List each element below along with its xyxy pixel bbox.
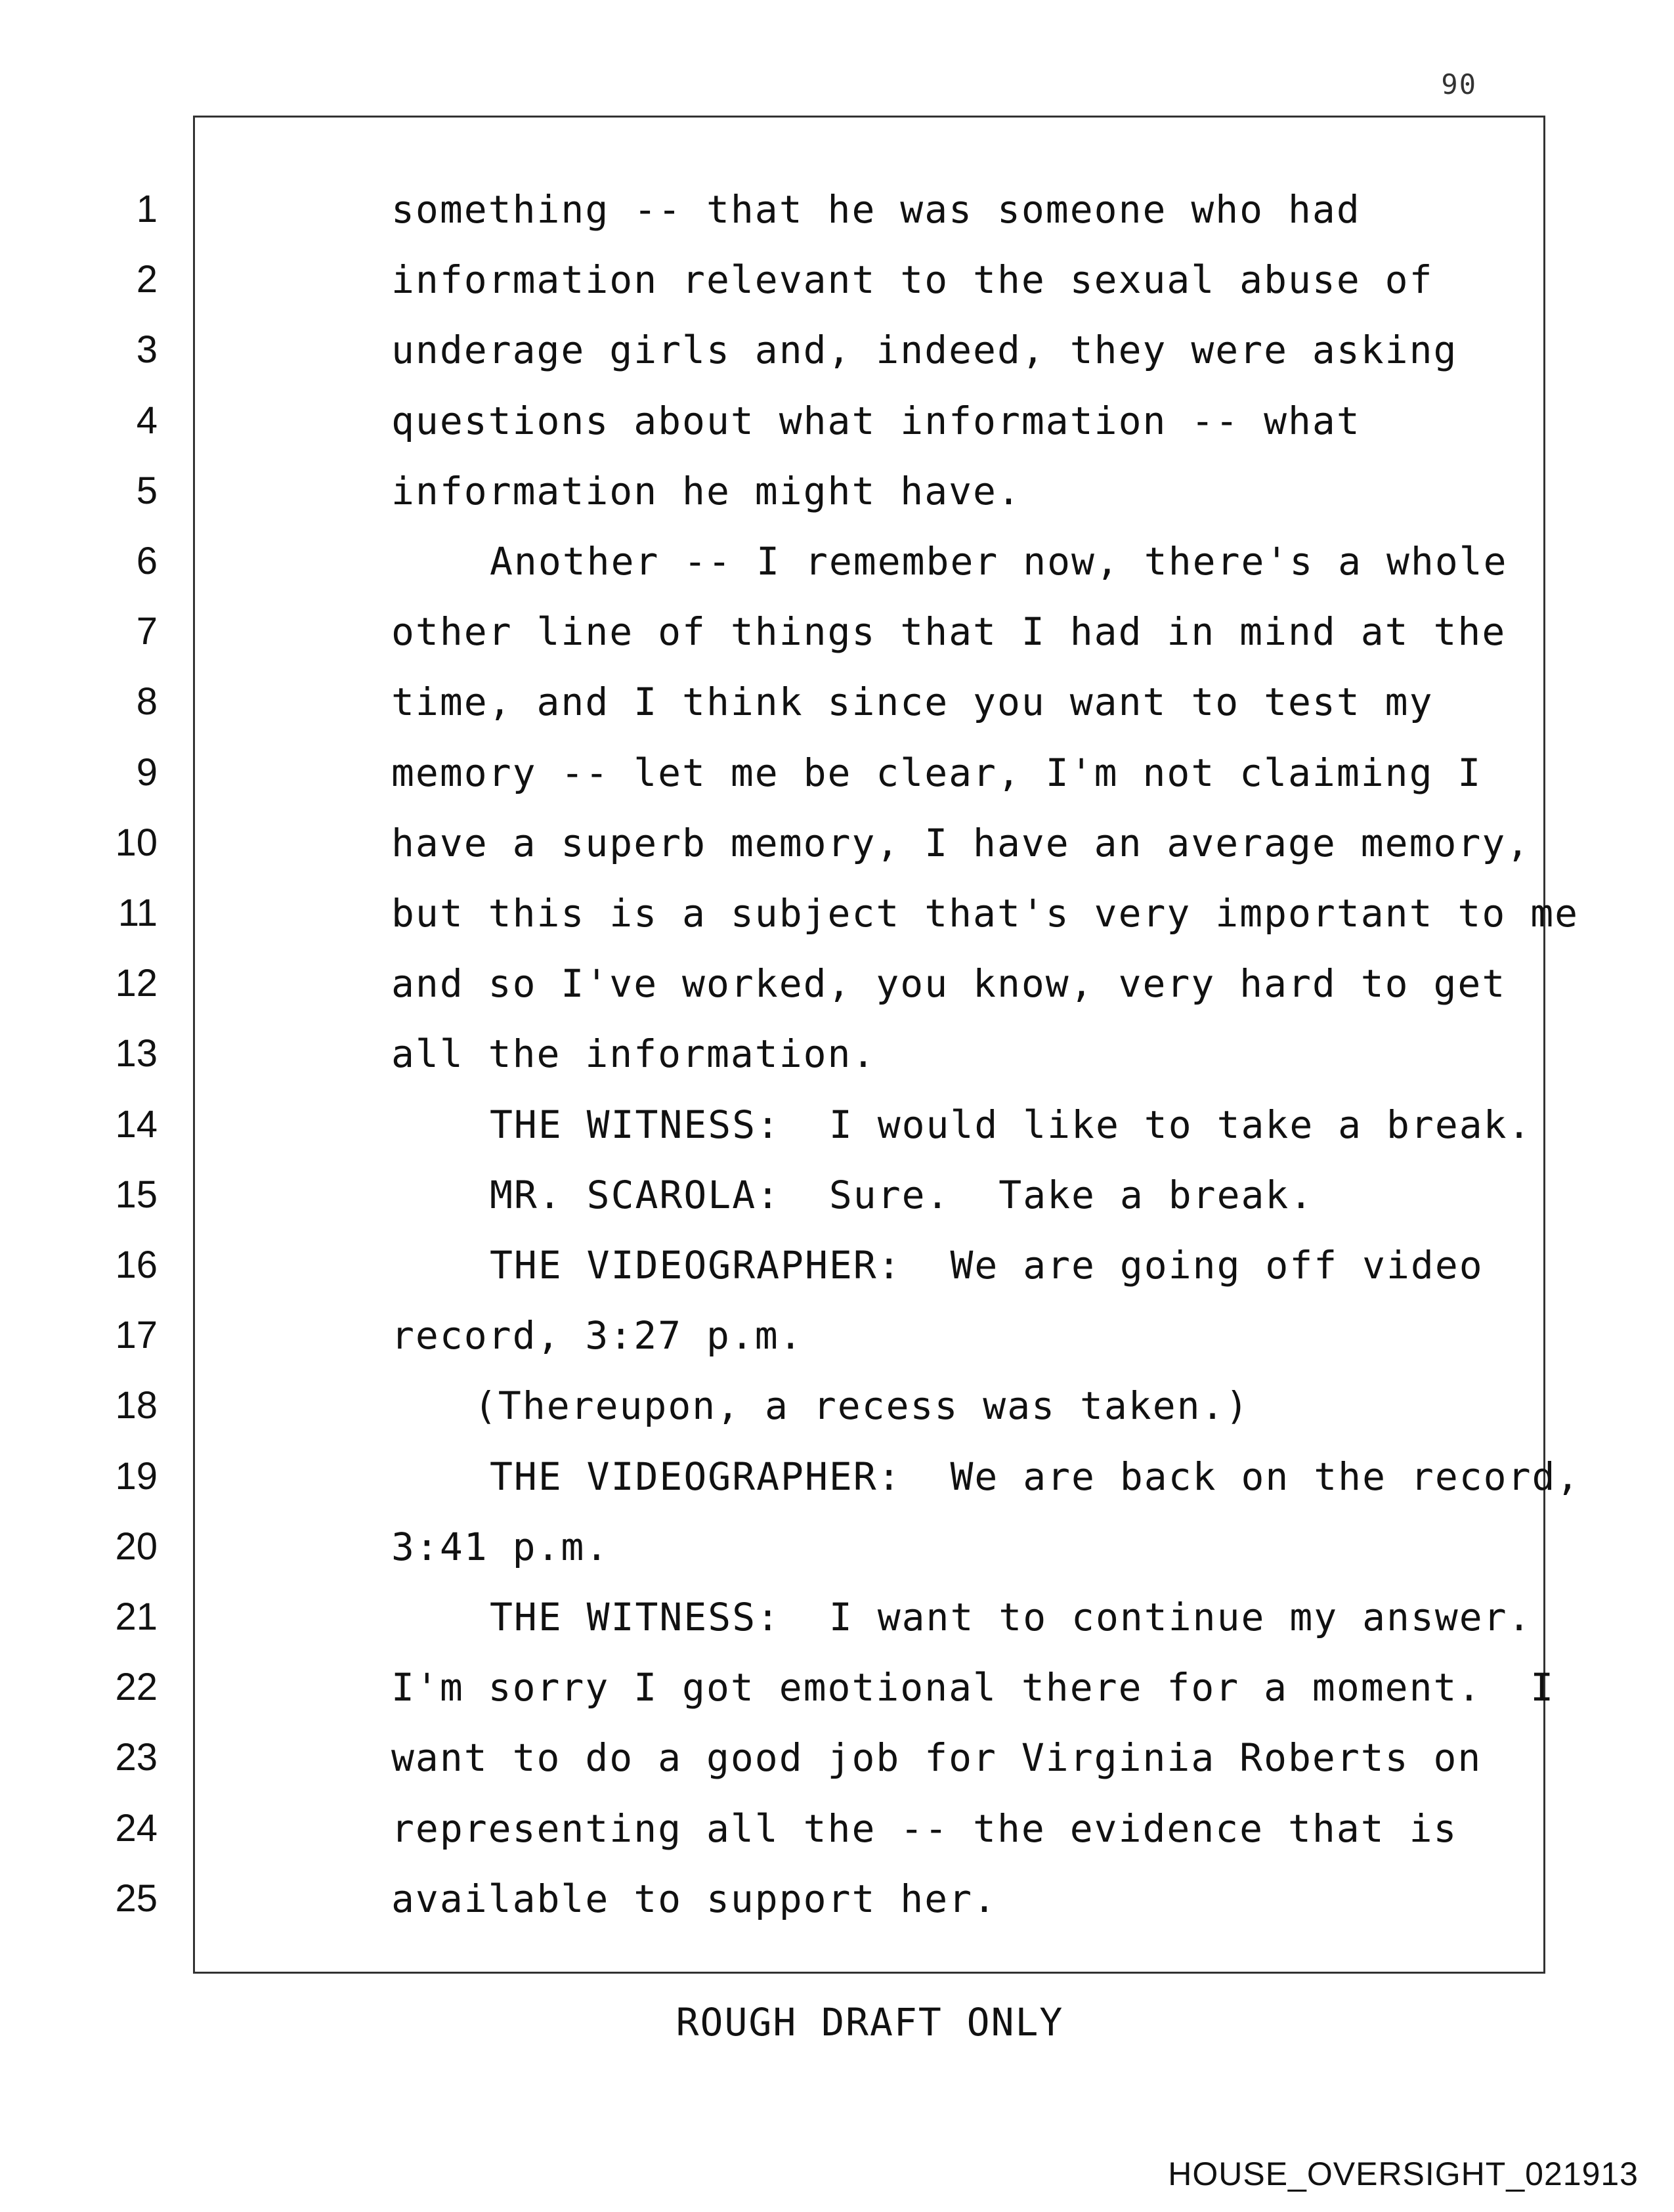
transcript-line: want to do a good job for Virginia Roberts on: [391, 1735, 1482, 1781]
transcript-line: THE WITNESS: I want to continue my answer.: [490, 1595, 1532, 1639]
transcript-line: other line of things that I had in mind at the: [391, 609, 1507, 655]
bates-number: HOUSE_OVERSIGHT_021913: [1168, 2156, 1639, 2192]
line-number: 24: [115, 1806, 158, 1850]
line-number: 5: [136, 469, 158, 512]
transcript-line: information relevant to the sexual abuse of: [391, 257, 1434, 303]
transcript-line: available to support her.: [391, 1876, 997, 1921]
transcript-line: underage girls and, indeed, they were asking: [391, 328, 1458, 373]
line-number: 22: [115, 1666, 158, 1709]
transcript-line: Another -- I remember now, there's a whole: [490, 539, 1508, 584]
transcript-line: I'm sorry I got emotional there for a moment. I: [391, 1665, 1555, 1710]
transcript-line: MR. SCAROLA: Sure. Take a break.: [490, 1172, 1314, 1217]
transcript-line: memory -- let me be clear, I'm not claiming I: [391, 750, 1482, 795]
line-number: 2: [136, 258, 158, 301]
line-number: 9: [136, 750, 158, 794]
line-number: 4: [136, 399, 158, 442]
transcript-line: record, 3:27 p.m.: [391, 1313, 804, 1358]
transcript-line: all the information.: [391, 1031, 876, 1077]
line-number: 8: [136, 680, 158, 724]
line-number: 11: [118, 892, 158, 934]
transcript-line: 3:41 p.m.: [391, 1524, 610, 1569]
line-number: 25: [115, 1876, 158, 1920]
line-number: 19: [115, 1454, 158, 1498]
transcript-line: and so I've worked, you know, very hard to get: [391, 961, 1507, 1007]
transcript-line: representing all the -- the evidence that is: [391, 1806, 1458, 1851]
line-number: 18: [115, 1384, 158, 1427]
line-number: 7: [136, 610, 158, 653]
line-number: 20: [115, 1525, 158, 1568]
transcript-line: time, and I think since you want to test my: [391, 680, 1434, 725]
transcript-line: questions about what information -- what: [391, 398, 1361, 443]
transcript-line: information he might have.: [391, 468, 1021, 513]
line-number: 12: [115, 962, 158, 1005]
line-number: 13: [115, 1032, 158, 1075]
line-number: 15: [115, 1173, 158, 1216]
line-number: 23: [115, 1736, 158, 1779]
rough-draft-footer: ROUGH DRAFT ONLY: [676, 2000, 1064, 2045]
line-number: 21: [115, 1595, 158, 1638]
transcript-line: THE VIDEOGRAPHER: We are back on the record,: [490, 1454, 1581, 1499]
line-number: 14: [115, 1102, 158, 1146]
line-number: 6: [136, 540, 158, 582]
transcript-line: (Thereupon, a recess was taken.): [474, 1383, 1250, 1429]
transcript-line: but this is a subject that's very important to me: [391, 891, 1579, 936]
transcript-line: THE VIDEOGRAPHER: We are going off video: [490, 1243, 1484, 1288]
line-number: 3: [136, 328, 158, 372]
transcript-line: have a superb memory, I have an average memory,: [391, 820, 1531, 865]
transcript-line: THE WITNESS: I would like to take a break.: [490, 1102, 1532, 1147]
line-number: 10: [115, 821, 158, 864]
line-number: 1: [136, 188, 158, 230]
transcript-line: something -- that he was someone who had: [391, 187, 1361, 232]
line-number: 17: [115, 1314, 158, 1357]
line-number: 16: [115, 1244, 158, 1286]
page-number: 90: [1441, 68, 1477, 100]
